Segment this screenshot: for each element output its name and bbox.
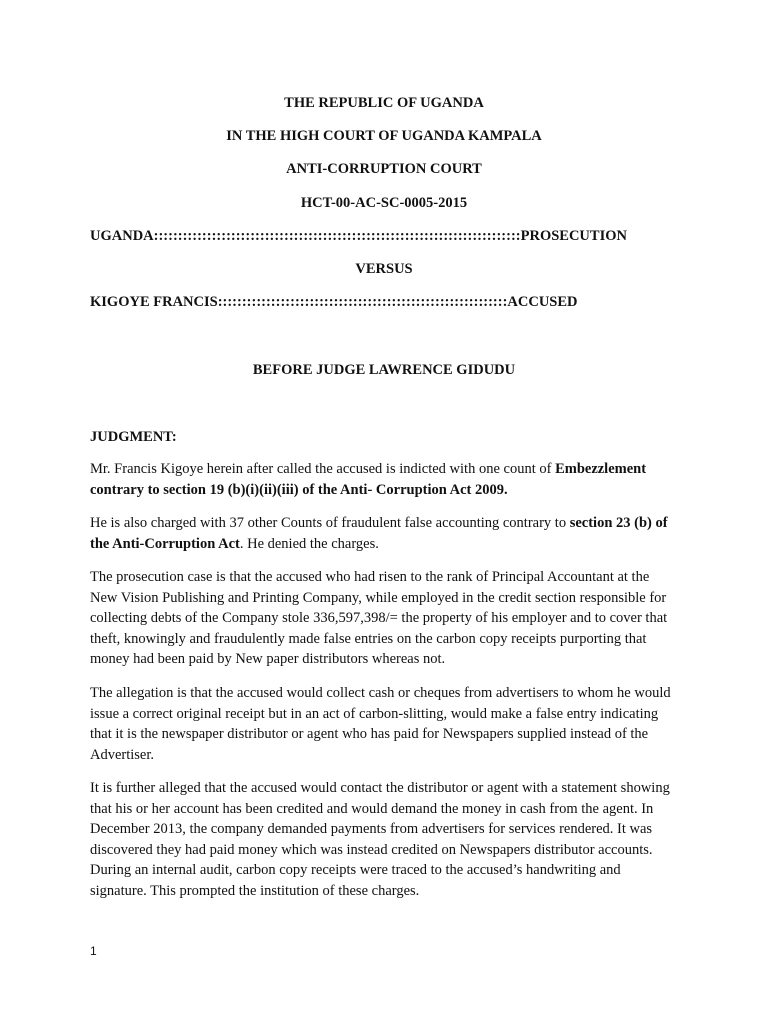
case-number: HCT-00-AC-SC-0005-2015 (300, 195, 468, 211)
paragraph-1-text: Mr. Francis Kigoye herein after called the accused is indicted with one count of (90, 461, 556, 477)
paragraph-3: The prosecution case is that the accused who had risen to the rank of Principal Accountant at the New Vision Publishing and Printing Company, while employed in the credit section responsible for collecting debts of the Company stole 336,597,398/= the property of his employer and to cover that theft, knowingly and fraudulently made false entries on the carbon copy receipts purporting that money had been paid by New paper distributors whereas not. (90, 569, 668, 667)
republic-heading: THE REPUBLIC OF UGANDA (284, 95, 484, 111)
paragraph-1-charge: Embezzlement contrary to section 19 (b)(i)(ii)(iii) of the Anti- Corruption Act 2009. (90, 461, 647, 498)
paragraph-2-tail: . He denied the charges. (239, 535, 379, 552)
prosecution-line: UGANDA::::::::::::::::::::::::::::::::::::::::::::::::::::::::::::::::::::::::::::PROSECUTION (90, 228, 627, 244)
paragraph-1 (90, 459, 680, 500)
judge-line: BEFORE JUDGE LAWRENCE GIDUDU (252, 362, 516, 378)
court-heading: IN THE HIGH COURT OF UGANDA KAMPALA (226, 128, 542, 144)
paragraph-2-section: section 23 (b) of the Anti-Corruption Act (90, 515, 668, 552)
paragraph-2-text: He is also charged with 37 other Counts of fraudulent false accounting contrary to (90, 515, 570, 531)
division-heading: ANTI-CORRUPTION COURT (286, 161, 482, 177)
accused-line: KIGOYE FRANCIS::::::::::::::::::::::::::::::::::::::::::::::::::::::::::::ACCUSED (90, 294, 578, 310)
paragraph-4: The allegation is that the accused would collect cash or cheques from advertisers to whom he would issue a correct original receipt but in an act of carbon-slitting, would make a false entry indicating that it is the newspaper distributor or agent who has paid for Newspapers supplied instead of the Advertiser. (90, 685, 671, 763)
paragraph-2 (90, 513, 680, 554)
page-number: 1 (90, 944, 97, 958)
judgment-heading: JUDGMENT: (90, 429, 177, 445)
versus-line: VERSUS (355, 261, 413, 277)
paragraph-5: It is further alleged that the accused would contact the distributor or agent with a statement showing that his or her account has been credited and would demand the money in cash from the agent. In December 2013, the company demanded payments from advertisers for services rendered. It was discovered they had paid money which was instead credited on Newspapers distributor accounts. During an internal audit, carbon copy receipts were traced to the accused’s handwriting and signature. This prompted the institution of these charges. (90, 780, 670, 899)
